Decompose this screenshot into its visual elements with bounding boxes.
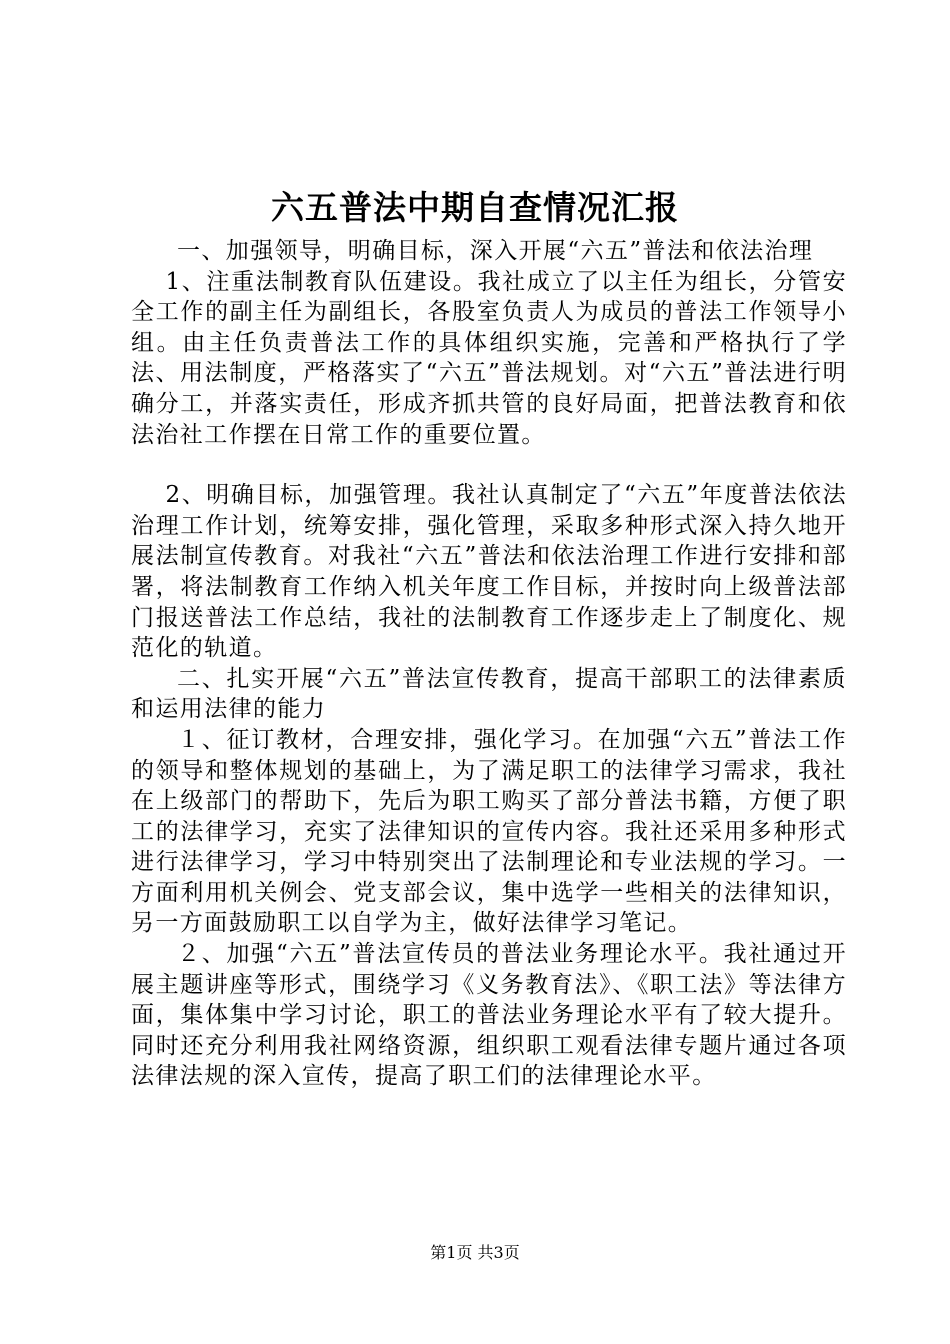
document-title: 六五普法中期自查情况汇报 [271,188,679,227]
paragraph-1-2: 2、明确目标，加强管理。我社认真制定了“六五”年度普法依法治理工作计划，统筹安排，强化管理，采取多种形式深入持久地开展法制宣传教育。对我社“六五”普法和依法治理工作进行安排和部署，将法制教育工作纳入机关年度工作目标，并按时向上级普法部门报送普法工作总结，我社的法制教育工作逐步走上了制度化、规范化的轨道。 [131,482,847,662]
page-number-footer: 第1页 共3页 [430,1243,520,1262]
section-heading-1: 一、加强领导，明确目标，深入开展“六五”普法和依法治理 [177,238,814,264]
paragraph-2-1: １、征订教材，合理安排，强化学习。在加强“六五”普法工作的领导和整体规划的基础上，为了满足职工的法律学习需求，我社在上级部门的帮助下，先后为职工购买了部分普法书籍，方便了职工的法律学习，充实了法律知识的宣传内容。我社还采用多种形式进行法律学习，学习中特别突出了法制理论和专业法规的学习。一方面利用机关例会、党支部会议，集中选学一些相关的法律知识，另一方面鼓励职工以自学为主，做好法律学习笔记。 [131,726,847,937]
section-heading-2: 二、扎实开展“六五”普法宣传教育，提高干部职工的法律素质和运用法律的能力 [131,665,847,723]
paragraph-1-1: 1、注重法制教育队伍建设。我社成立了以主任为组长，分管安全工作的副主任为副组长，各股室负责人为成员的普法工作领导小组。由主任负责普法工作的具体组织实施，完善和严格执行了学法、用法制度，严格落实了“六五”普法规划。对“六五”普法进行明确分工，并落实责任，形成齐抓共管的良好局面，把普法教育和依法治社工作摆在日常工作的重要位置。 [131,268,847,448]
document-body [131,236,847,1092]
paragraph-2-2: ２、加强“六五”普法宣传员的普法业务理论水平。我社通过开展主题讲座等形式，围绕学习《义务教育法》、《职工法》等法律方面，集体集中学习讨论，职工的普法业务理论水平有了较大提升。同时还充分利用我社网络资源，组织职工观看法律专题片通过各项法律法规的深入宣传，提高了职工们的法律理论水平。 [131,941,847,1090]
paragraph-spacer [131,450,847,480]
